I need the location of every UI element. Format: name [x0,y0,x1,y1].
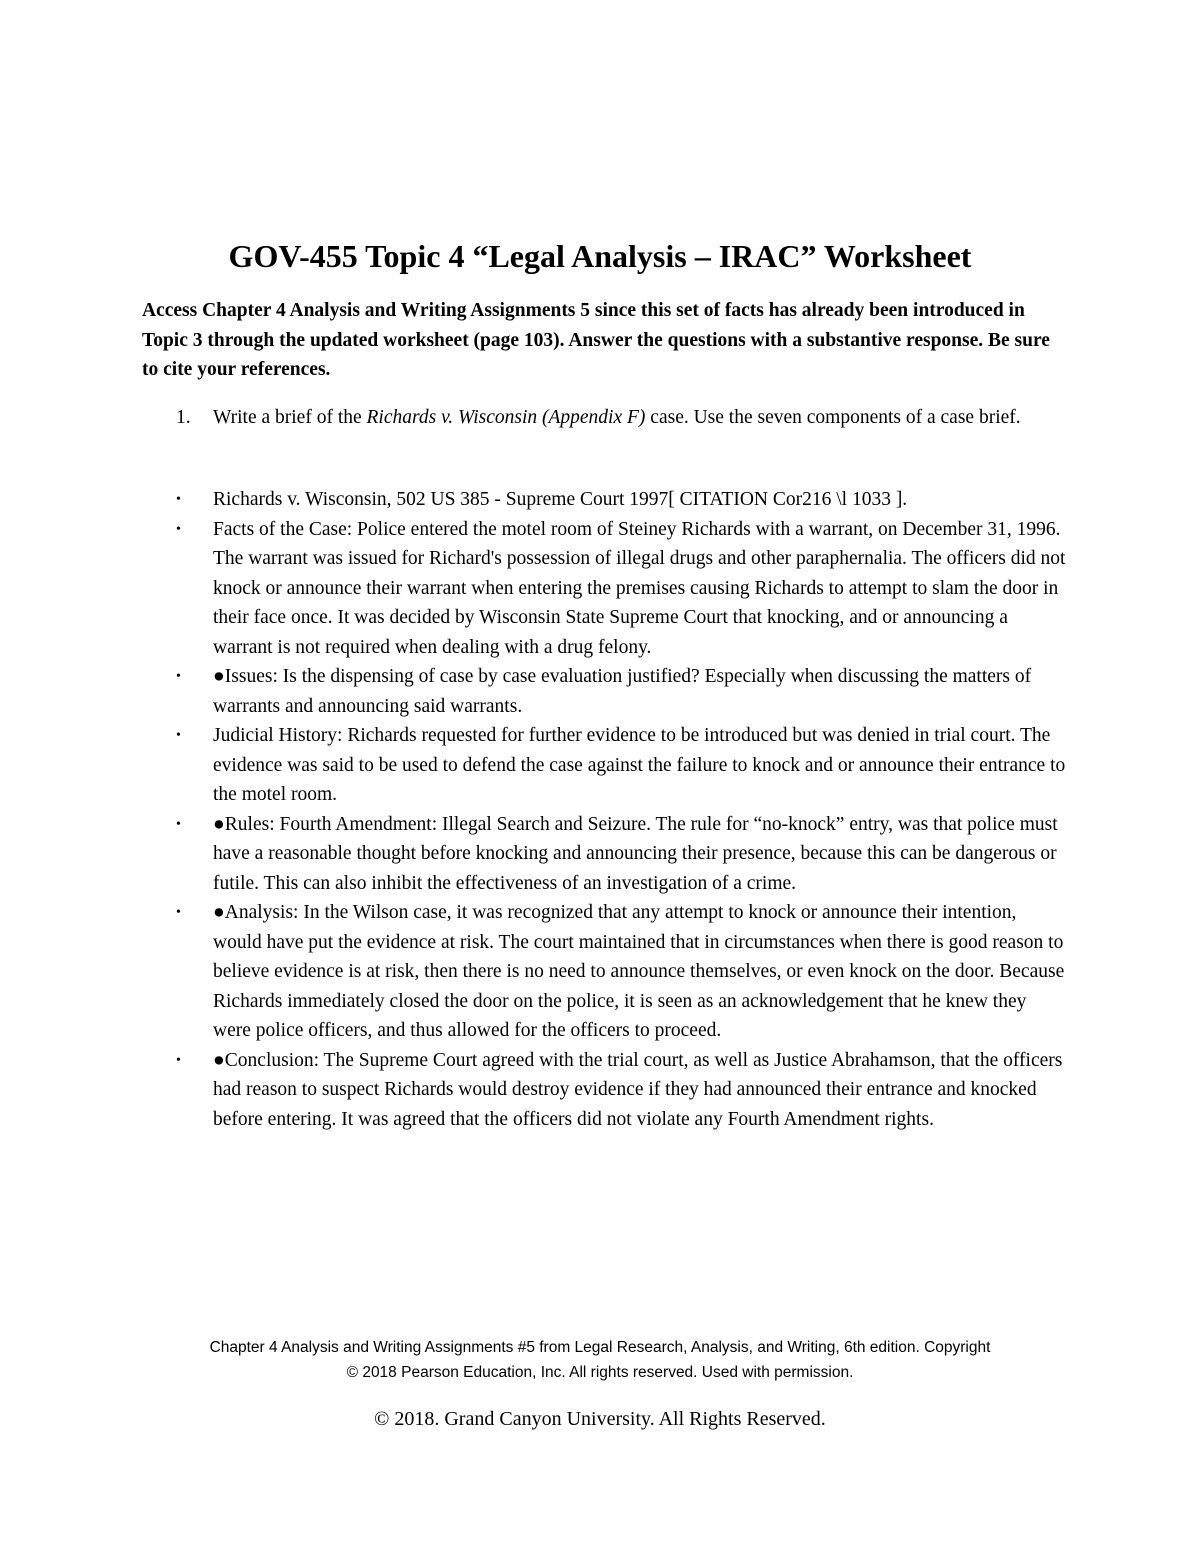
bullet-icon: • [176,816,181,832]
page-footer: © 2018. Grand Canyon University. All Rights Reserved. [374,1408,826,1430]
bullet-icon: • [176,669,181,684]
question-text-after: case. Use the seven components of a case brief. [645,407,1021,428]
brief-item-issues [176,662,1066,721]
question-text-before: Write a brief of the [213,407,367,428]
brief-item-judicial-history [176,721,1066,810]
bullet-icon: • [176,905,181,920]
brief-item-analysis [176,898,1066,1046]
brief-item-text: ●Issues: Is the dispensing of case by case evaluation justified? Especially when discussing the matters of warrants and announcing said warrants. [213,666,1032,717]
footnote-line-2: © 2018 Pearson Education, Inc. All rights reserved. Used with permission. [346,1364,854,1381]
brief-item-text: Facts of the Case: Police entered the motel room of Steiney Richards with a warrant, on December 31, 1996. The warrant was issued for Richard's possession of illegal drugs and other paraphernalia. The officers did not knock or announce their warrant when entering the premises causing Richards to attempt to slam the door in their face once. It was decided by Wisconsin State Supreme Court that knocking, and or announcing a warrant is not required when dealing with a drug felony. [213,518,1066,658]
brief-item-citation [176,485,1066,515]
instructions-paragraph: Access Chapter 4 Analysis and Writing Assignments 5 since this set of facts has already been introduced in Topic 3 through the updated worksheet (page 103). Answer the questions with a substantive response. Be sure to cite your references. [142,300,1050,380]
brief-item-text: ●Rules: Fourth Amendment: Illegal Search and Seizure. The rule for “no-knock” entry, was that police must have a reasonable thought before knocking and announcing their presence, because this can be dangerous or futile. This can also inhibit the effectiveness of an investigation of a crime. [213,813,1058,894]
footnote-line-1: Chapter 4 Analysis and Writing Assignments #5 from Legal Research, Analysis, and Writing, 6th edition. Copyright [209,1339,991,1356]
brief-item-text: ●Conclusion: The Supreme Court agreed with the trial court, as well as Justice Abrahamson, that the officers had reason to suspect Richards would destroy evidence if they had announced their entrance and knocked before entering. It was agreed that the officers did not violate any Fourth Amendment rights. [213,1049,1063,1130]
bullet-icon: • [176,492,181,507]
brief-item-conclusion [176,1046,1066,1135]
page-title: GOV-455 Topic 4 “Legal Analysis – IRAC” Worksheet [228,238,972,274]
brief-item-text: ●Analysis: In the Wilson case, it was recognized that any attempt to knock or announce their intention, would have put the evidence at risk. The court maintained that in circumstances when there is good reason to believe evidence is at risk, then there is no need to announce themselves, or even knock on the door. Because Richards immediately closed the door on the police, it is seen as an acknowledgement that he knew they were police officers, and thus allowed for the officers to proceed. [213,902,1065,1041]
brief-item-rules [176,810,1066,899]
question-1 [176,403,1066,433]
brief-item-text: Richards v. Wisconsin, 502 US 385 - Supreme Court 1997[ CITATION Cor216 \l 1033 ]. [213,489,908,510]
bullet-icon: • [176,1052,181,1068]
brief-item-facts [176,515,1066,663]
brief-item-text: Judicial History: Richards requested for further evidence to be introduced but was denied in trial court. The evidence was said to be used to defend the case against the failure to knock and or announce their entrance to the motel room. [213,725,1066,805]
question-case-name: Richards v. Wisconsin (Appendix F) [366,407,646,428]
bullet-icon: • [176,728,181,743]
case-brief-list [176,485,1066,1134]
question-text [213,403,1066,433]
copyright-footnote [120,1335,1080,1385]
bullet-icon: • [176,521,181,537]
question-number: 1. [176,407,191,428]
